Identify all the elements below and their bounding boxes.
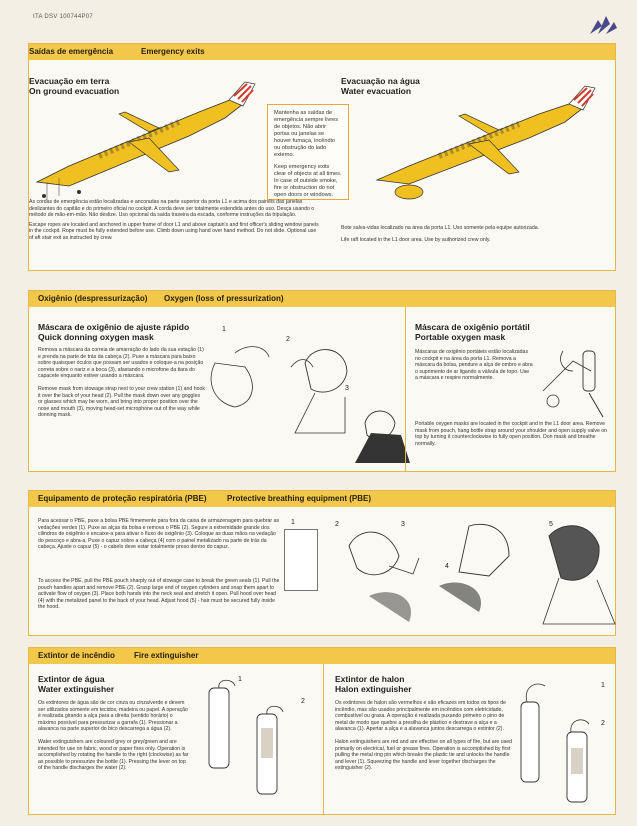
quick-donning-title	[38, 322, 189, 342]
water-title-en: Water evacuation	[341, 86, 412, 96]
water-ext-title-pt: Extintor de água	[38, 674, 105, 684]
airline-logo-icon	[588, 12, 618, 36]
ground-text-en: Escape ropes are located and anchored in upper frame of door L1 and above captain's and first officer's sliding window panels in the cockpit. Rope must be fully extended before use. Climb down using hand over hand method. Do not slide. Optional use of aft stair exit as instructed by crew.	[29, 221, 319, 241]
water-extinguisher-title	[38, 674, 114, 694]
water-text-en: Life raft located in the L1 door area. Use by authorized crew only.	[341, 236, 491, 243]
emergency-exits-header	[29, 44, 615, 60]
note-pt: Mantenha as saídas de emergência sempre livres de objetos. Não abrir portas ou janelas se houver fumaça, incêndio ou obstrução do lado externo.	[274, 110, 339, 158]
portable-title-en: Portable oxygen mask	[415, 332, 506, 342]
pbe-fig-5-label: 5	[549, 521, 553, 528]
ground-text-pt: As cordas de emergência estão localizadas e ancoradas na parte superior da porta L1 e acima dos painéis das janelas deslizantes do capitão e do primeiro oficial no cockpit. A corda deve ser totalmente estendida antes do uso. Desça usando o método de mão-em-mão. Não deslize. Uso opcional da saída traseira da escada, conforme instruções da tripulação.	[29, 199, 315, 219]
emergency-title-pt: Saídas de emergência	[29, 47, 114, 56]
water-evacuation-airplane-illustration	[369, 84, 609, 194]
ground-title-pt: Evacuação em terra	[29, 76, 110, 86]
pbe-fig-3-label: 3	[401, 521, 405, 528]
note-en: Keep emergency exits clear of objects at all times. In case of outside smoke, fire or obstruction do not open doors or windows.	[274, 164, 342, 198]
pbe-title-pt: Equipamento de proteção respiratória (PBE)	[38, 494, 207, 503]
fire-title-en: Fire extinguisher	[134, 651, 199, 660]
quick-fig-2-label: 2	[286, 336, 290, 343]
pbe-fig-1-label: 1	[291, 519, 295, 526]
portable-oxygen-title	[415, 322, 530, 342]
halon-title-en: Halon extinguisher	[335, 684, 412, 694]
halon-extinguisher-illustration	[511, 672, 611, 812]
water-ext-text-pt: Os extintores de água são de cor cinza ou cinza/verde e devem ser utilizados somente em tecidos, madeira ou papel. A operação é realizada girando a alça para a direita (sentido horário) o máximo possível para pressurizar a garrafa (1). Pressionar a alavanca na parte superior do bico descarrega a água (2).	[38, 700, 188, 733]
portable-oxygen-text	[415, 349, 533, 388]
portable-oxygen-text-en: Portable oxygen masks are located in the cockpit and in the L1 door area. Remove mask from pouch, hang bottle strap around your shoulder and open supply valve on top by turning it counterclockwise to fully open position. Don mask and breathe normally.	[415, 421, 608, 447]
quick-fig-1-label: 1	[222, 326, 226, 333]
quick-text-en: Remove mask from stowage strap next to your crew station (1) and hook it over the back of your head (2). Pull the mask down over any goggles or glasses which may be worn, and bring into proper position over the nose and mouth (3), moving head-set microphone out of the way while donning mask.	[38, 385, 205, 419]
ground-evacuation-text	[29, 199, 319, 242]
halon-extinguisher-title	[335, 674, 412, 694]
halon-extinguisher-text	[335, 700, 513, 772]
quick-title-en: Quick donning oxygen mask	[38, 332, 154, 342]
ground-title-en: On ground evacuation	[29, 86, 120, 96]
quick-donning-mask-illustration	[195, 323, 425, 468]
water-extinguisher-illustration	[195, 678, 315, 808]
quick-donning-text	[38, 347, 206, 419]
water-title-pt: Evacuação na água	[341, 76, 420, 86]
oxygen-column-divider	[405, 307, 406, 471]
halon-title-pt: Extintor de halon	[335, 674, 405, 684]
water-evacuation-text	[341, 225, 611, 243]
oxygen-title-pt: Oxigênio (despressurização)	[38, 294, 148, 303]
pbe-steps-illustration	[329, 516, 619, 628]
fire-title-pt: Extintor de incêndio	[38, 651, 115, 660]
water-ext-fig-1-label: 1	[238, 676, 242, 683]
emergency-title-en: Emergency exits	[141, 47, 205, 56]
oxygen-section	[28, 290, 616, 472]
pbe-header	[29, 491, 615, 507]
fire-extinguisher-section	[28, 647, 616, 815]
water-ext-title-en: Water extinguisher	[38, 684, 115, 694]
pbe-title-en: Protective breathing equipment (PBE)	[227, 494, 372, 503]
ground-evacuation-airplane-illustration	[29, 74, 269, 194]
halon-fig-2-label: 2	[601, 720, 605, 727]
water-text-pt: Bote salva-vidas localizado na área da porta L1. Uso somente pela equipe autorizada.	[341, 225, 540, 231]
halon-fig-1-label: 1	[601, 682, 605, 689]
pbe-stowage-box-illustration	[284, 529, 318, 591]
halon-text-pt: Os extintores de halon são vermelhos e são eficazes em todos os tipos de incêndio, mas são usados principalmente em incêndios com eletricidade, combustível ou graxa. A operação é realizada puxando primeiro o pino de metal de modo que quebre a presilha de plástico e destrave a alça e a alavanca (1). Apertar a alça e a alavanca juntos descarrega o extintor (2).	[335, 700, 506, 733]
fire-column-divider	[323, 664, 324, 814]
portable-oxygen-bottle-illustration	[533, 331, 613, 421]
quick-title-pt: Máscara de oxigênio de ajuste rápido	[38, 322, 190, 332]
emergency-exits-section	[28, 43, 616, 271]
document-id: ITA DSV 100744P07	[33, 14, 94, 20]
quick-fig-3-label: 3	[345, 385, 349, 392]
portable-text-pt: Máscaras de oxigênio portáteis estão localizadas no cockpit e na área da porta L1. Remova a máscara da bolsa, pendure a alça de ombro e abra o suprimento de ar ligando a válvula de topo. Use a máscara e respire normalmente.	[415, 349, 533, 382]
pbe-fig-2-label: 2	[335, 521, 339, 528]
halon-text-en: Halon extinguishers are red and are effective on all types of fire, but are used primarily on electrical, fuel or grease fires. Operation is accomplished by first pulling the metal ring pin which breaks the plastic tie and unlocks the handle and lever (1). Squeezing the handle and lever together discharges the extinguisher (2).	[335, 738, 512, 772]
oxygen-header	[29, 291, 615, 307]
portable-title-pt: Máscara de oxigênio portátil	[415, 322, 530, 332]
oxygen-title-en: Oxygen (loss of pressurization)	[164, 294, 284, 303]
quick-text-pt: Remova a máscara da correia de amarração do lado da sua estação (1) e prenda na parte de trás da cabeça (2). Puxe a máscara para baixo sobre quaisquer óculos que possam ser usados e coloque-a na posição correta sobre o nariz e a boca (3), afastando o microfone da tiara do capacete enquanto estiver usando a máscara.	[38, 347, 204, 380]
water-ext-text-en: Water extinguishers are coloured grey or grey/green and are intended for use on fabric, wood or paper fires only. Operation is accomplished by rotating the handle to the right (clockwise) as far as possible to pressurize the bottle (1). Pressing the lever on top of the handle discharges the water (2).	[38, 738, 189, 772]
pbe-fig-4-label: 4	[445, 563, 449, 570]
water-extinguisher-text	[38, 700, 190, 772]
fire-extinguisher-header	[29, 648, 615, 664]
pbe-text-en: To access the PBE, pull the PBE pouch sharply out of stowage case to break the green seals (1). Pull the pouch handles apart and remove PBE (2). Grasp large end of oxygen cylinders and snap them apart to activate flow of oxygen (3). Place both hands into the neck seal and stretch it open. Pull hood over head (4) with the metalized panel to the back of your head. Adjust hood (5) - hair must be secured fully inside the hood.	[38, 578, 280, 611]
emergency-exits-note	[267, 104, 349, 200]
pbe-text-pt: Para acessar o PBE, puxe a bolsa PBE firmemente para fora da caixa de armazenagem para quebrar as vedações verdes (1). Puxe as alças da bolsa e remova o PBE (2). Segure a extremidade grande dos cilindros de oxigênio e encaixe-a para ativar o fluxo de oxigênio (3). Coloque as duas mãos na vedação do pescoço e abra-a. Puxe o capuz sobre a cabeça (4) com o painel metalizado na parte de trás da cabeça. Ajuste o capuz (5) - o cabelo deve estar totalmente preso dentro do capuz.	[38, 518, 280, 551]
water-ext-fig-2-label: 2	[301, 698, 305, 705]
pbe-section	[28, 490, 616, 636]
